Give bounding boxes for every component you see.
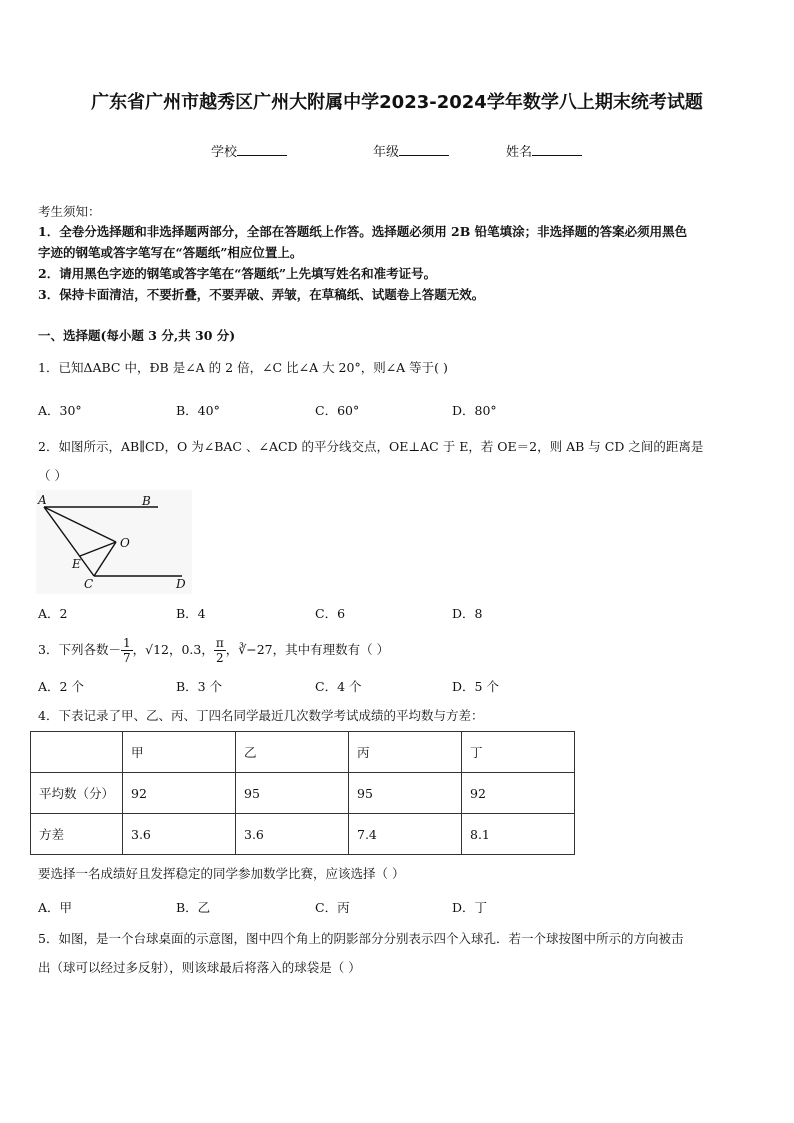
score-table <box>30 731 575 855</box>
table-cell: 95 <box>236 773 349 814</box>
label-a: A <box>38 493 47 507</box>
geometry-figure <box>36 490 192 594</box>
notice-item-2: 2．请用黑色字迹的钢笔或答字笔在“答题纸”上先填写姓名和准考证号。 <box>38 266 437 281</box>
q1-option-d: D．80° <box>452 403 497 418</box>
q3-option-d: D．5 个 <box>452 679 499 694</box>
page-title: 广东省广州市越秀区广州大附属中学2023-2024学年数学八上期末统考试题 <box>91 92 703 113</box>
q1-option-b: B．40° <box>176 403 220 418</box>
question-1: 1．已知ΔABC 中，ÐB 是∠A 的 2 倍，∠C 比∠A 大 20°，则∠A 等于( ) <box>38 360 448 375</box>
notice-item-1b: 字迹的钢笔或答字笔写在“答题纸”相应位置上。 <box>38 245 303 260</box>
table-cell: 3.6 <box>123 814 236 855</box>
table-cell <box>31 732 123 773</box>
question-4-prompt: 要选择一名成绩好且发挥稳定的同学参加数学比赛，应该选择（ ） <box>38 866 405 881</box>
table-row <box>31 773 575 814</box>
name-field: 姓名 <box>506 141 582 160</box>
table-cell: 平均数（分） <box>31 773 123 814</box>
label-e: E <box>72 557 81 571</box>
q2-option-a: A．2 <box>38 606 68 621</box>
table-header-row <box>31 732 575 773</box>
question-5: 5．如图，是一个台球桌面的示意图，图中四个角上的阴影部分分别表示四个入球孔．若一个球按图中所示的方向被击 <box>38 931 684 946</box>
q3-option-b: B．3 个 <box>176 679 223 694</box>
notice-item-3: 3．保持卡面清洁，不要折叠，不要弄破、弄皱，在草稿纸、试题卷上答题无效。 <box>38 287 485 302</box>
label-b: B <box>142 494 151 508</box>
section-heading: 一、选择题(每小题 3 分,共 30 分) <box>38 328 236 343</box>
fraction-one-seventh: $\frac{1}{7}$ <box>122 635 131 665</box>
school-field: 学校 <box>211 141 287 160</box>
table-cell: 丙 <box>349 732 462 773</box>
q4-option-c: C．丙 <box>315 900 350 915</box>
grade-field: 年级 <box>373 141 449 160</box>
q3-option-a: A．2 个 <box>38 679 84 694</box>
question-4: 4．下表记录了甲、乙、丙、丁四名同学最近几次数学考试成绩的平均数与方差： <box>38 708 484 723</box>
table-cell: 8.1 <box>462 814 575 855</box>
table-cell: 95 <box>349 773 462 814</box>
label-c: C <box>84 577 94 591</box>
fraction-pi-half: $\frac{\pi}{2}$ <box>215 635 224 665</box>
question-3: 3．下列各数－ $\frac{1}{7}$ ，√12，0.3， $\frac{\pi}{2}$ ，∛−27 ，其中有理数有（ ） <box>38 635 390 665</box>
q4-option-a: A．甲 <box>38 900 73 915</box>
table-cell: 7.4 <box>349 814 462 855</box>
q2-option-c: C．6 <box>315 606 346 621</box>
question-2: 2．如图所示，AB∥CD，O 为∠BAC 、∠ACD 的平分线交点，OE⊥AC 于 E，若 OE＝2，则 AB 与 CD 之间的距离是 <box>38 439 704 454</box>
table-cell: 乙 <box>236 732 349 773</box>
notice-heading: 考生须知： <box>38 204 101 219</box>
table-row <box>31 814 575 855</box>
q2-option-b: B．4 <box>176 606 206 621</box>
question-5-cont: 出（球可以经过多反射），则该球最后将落入的球袋是（ ） <box>38 960 361 975</box>
table-cell: 3.6 <box>236 814 349 855</box>
question-2-paren: （ ） <box>38 468 67 483</box>
q2-option-d: D．8 <box>452 606 483 621</box>
table-cell: 92 <box>123 773 236 814</box>
q1-option-c: C．60° <box>315 403 360 418</box>
table-cell: 甲 <box>123 732 236 773</box>
table-cell: 方差 <box>31 814 123 855</box>
q3-option-c: C．4 个 <box>315 679 362 694</box>
notice-item-1a: 1．全卷分选择题和非选择题两部分，全部在答题纸上作答。选择题必须用 2B 铅笔填涂；非选择题的答案必须用黑色 <box>38 224 688 239</box>
table-cell: 丁 <box>462 732 575 773</box>
table-cell: 92 <box>462 773 575 814</box>
q4-option-d: D．丁 <box>452 900 488 915</box>
label-d: D <box>176 577 186 591</box>
q4-option-b: B．乙 <box>176 900 211 915</box>
label-o: O <box>120 536 130 550</box>
q1-option-a: A．30° <box>38 403 82 418</box>
